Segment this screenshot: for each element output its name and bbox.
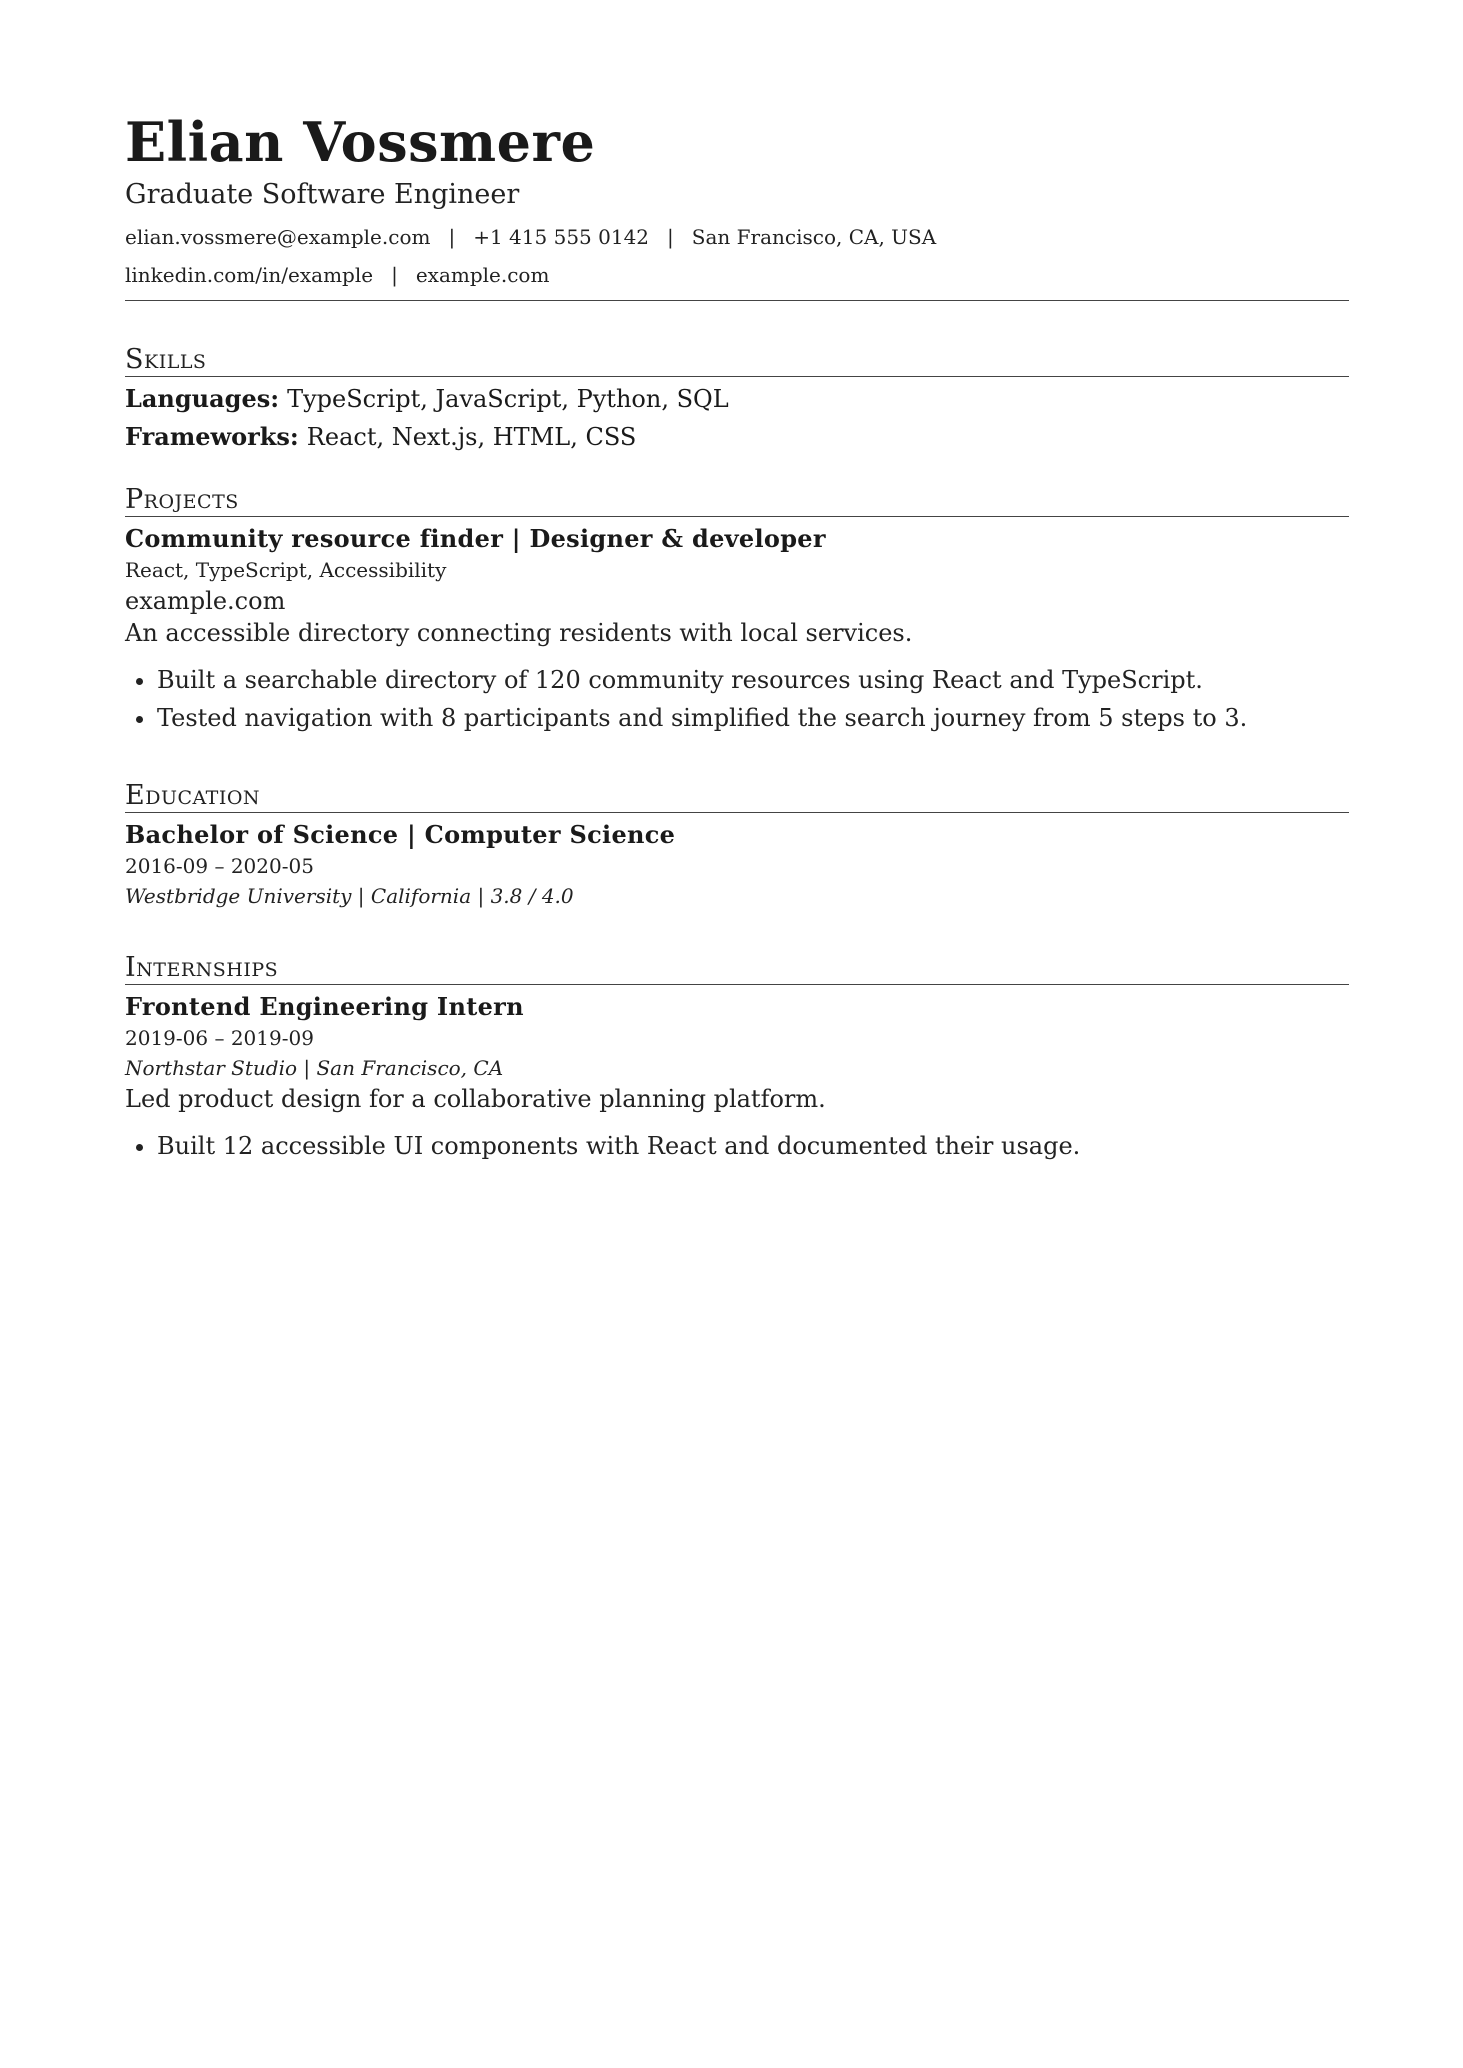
section-title-skills: Skills [125,345,1349,377]
section-title-internships: Internships [125,953,1349,985]
contact-separator: | [448,225,456,249]
list-item: • Built a searchable directory of 120 community resources using React and TypeScript. [157,661,1349,699]
education-entry [125,819,1349,911]
skill-label-languages: Languages: [125,384,280,413]
skill-value-languages: TypeScript, JavaScript, Python, SQL [287,385,729,413]
internship-dates: 2019-06 – 2019-09 [125,1026,314,1050]
resume-header [125,112,1349,301]
list-item: • Tested navigation with 8 participants and simplified the search journey from 5 steps to 3. [157,699,1349,737]
skill-value-frameworks: React, Next.js, HTML, CSS [306,423,637,451]
section-title-education: Education [125,781,1349,813]
email-link[interactable]: elian.vossmere@example.com [125,225,431,249]
education-details: Westbridge University | California | 3.8 / 4.0 [125,884,574,908]
contact-row-primary [125,224,1349,250]
project-tech: React, TypeScript, Accessibility [125,558,447,582]
skill-row-languages [125,381,1349,417]
linkedin-link[interactable]: linkedin.com/in/example [125,263,374,287]
section-title-projects: Projects [125,485,1349,517]
candidate-name: Elian Vossmere [125,110,596,174]
internship-details: Northstar Studio | San Francisco, CA [125,1056,504,1080]
internships-section [125,953,1349,1165]
project-entry [125,523,1349,737]
contact-row-secondary [125,262,1349,288]
skill-label-frameworks: Frameworks: [125,422,299,451]
project-summary: An accessible directory connecting residents with local services. [125,619,913,647]
header-divider [125,300,1349,301]
candidate-role: Graduate Software Engineer [125,179,520,210]
education-section [125,781,1349,911]
phone-number: +1 415 555 0142 [473,225,650,249]
list-item: • Built 12 accessible UI components with React and documented their usage. [157,1127,1349,1165]
location: San Francisco, CA, USA [691,225,937,249]
skills-section [125,345,1349,455]
contact-separator: | [391,263,398,287]
education-dates: 2016-09 – 2020-05 [125,854,314,878]
internship-heading: Frontend Engineering Intern [125,992,524,1021]
project-url[interactable]: example.com [125,587,286,615]
skill-row-frameworks [125,419,1349,455]
resume-content [125,112,1349,1165]
website-link[interactable]: example.com [415,263,550,287]
education-heading: Bachelor of Science | Computer Science [125,820,676,849]
internship-entry [125,991,1349,1165]
internship-bullets [125,1127,1349,1165]
contact-separator: | [667,225,674,249]
internship-summary: Led product design for a collaborative planning platform. [125,1085,826,1113]
projects-section [125,485,1349,737]
project-bullets [125,661,1349,737]
project-heading: Community resource finder | Designer & developer [125,524,826,553]
